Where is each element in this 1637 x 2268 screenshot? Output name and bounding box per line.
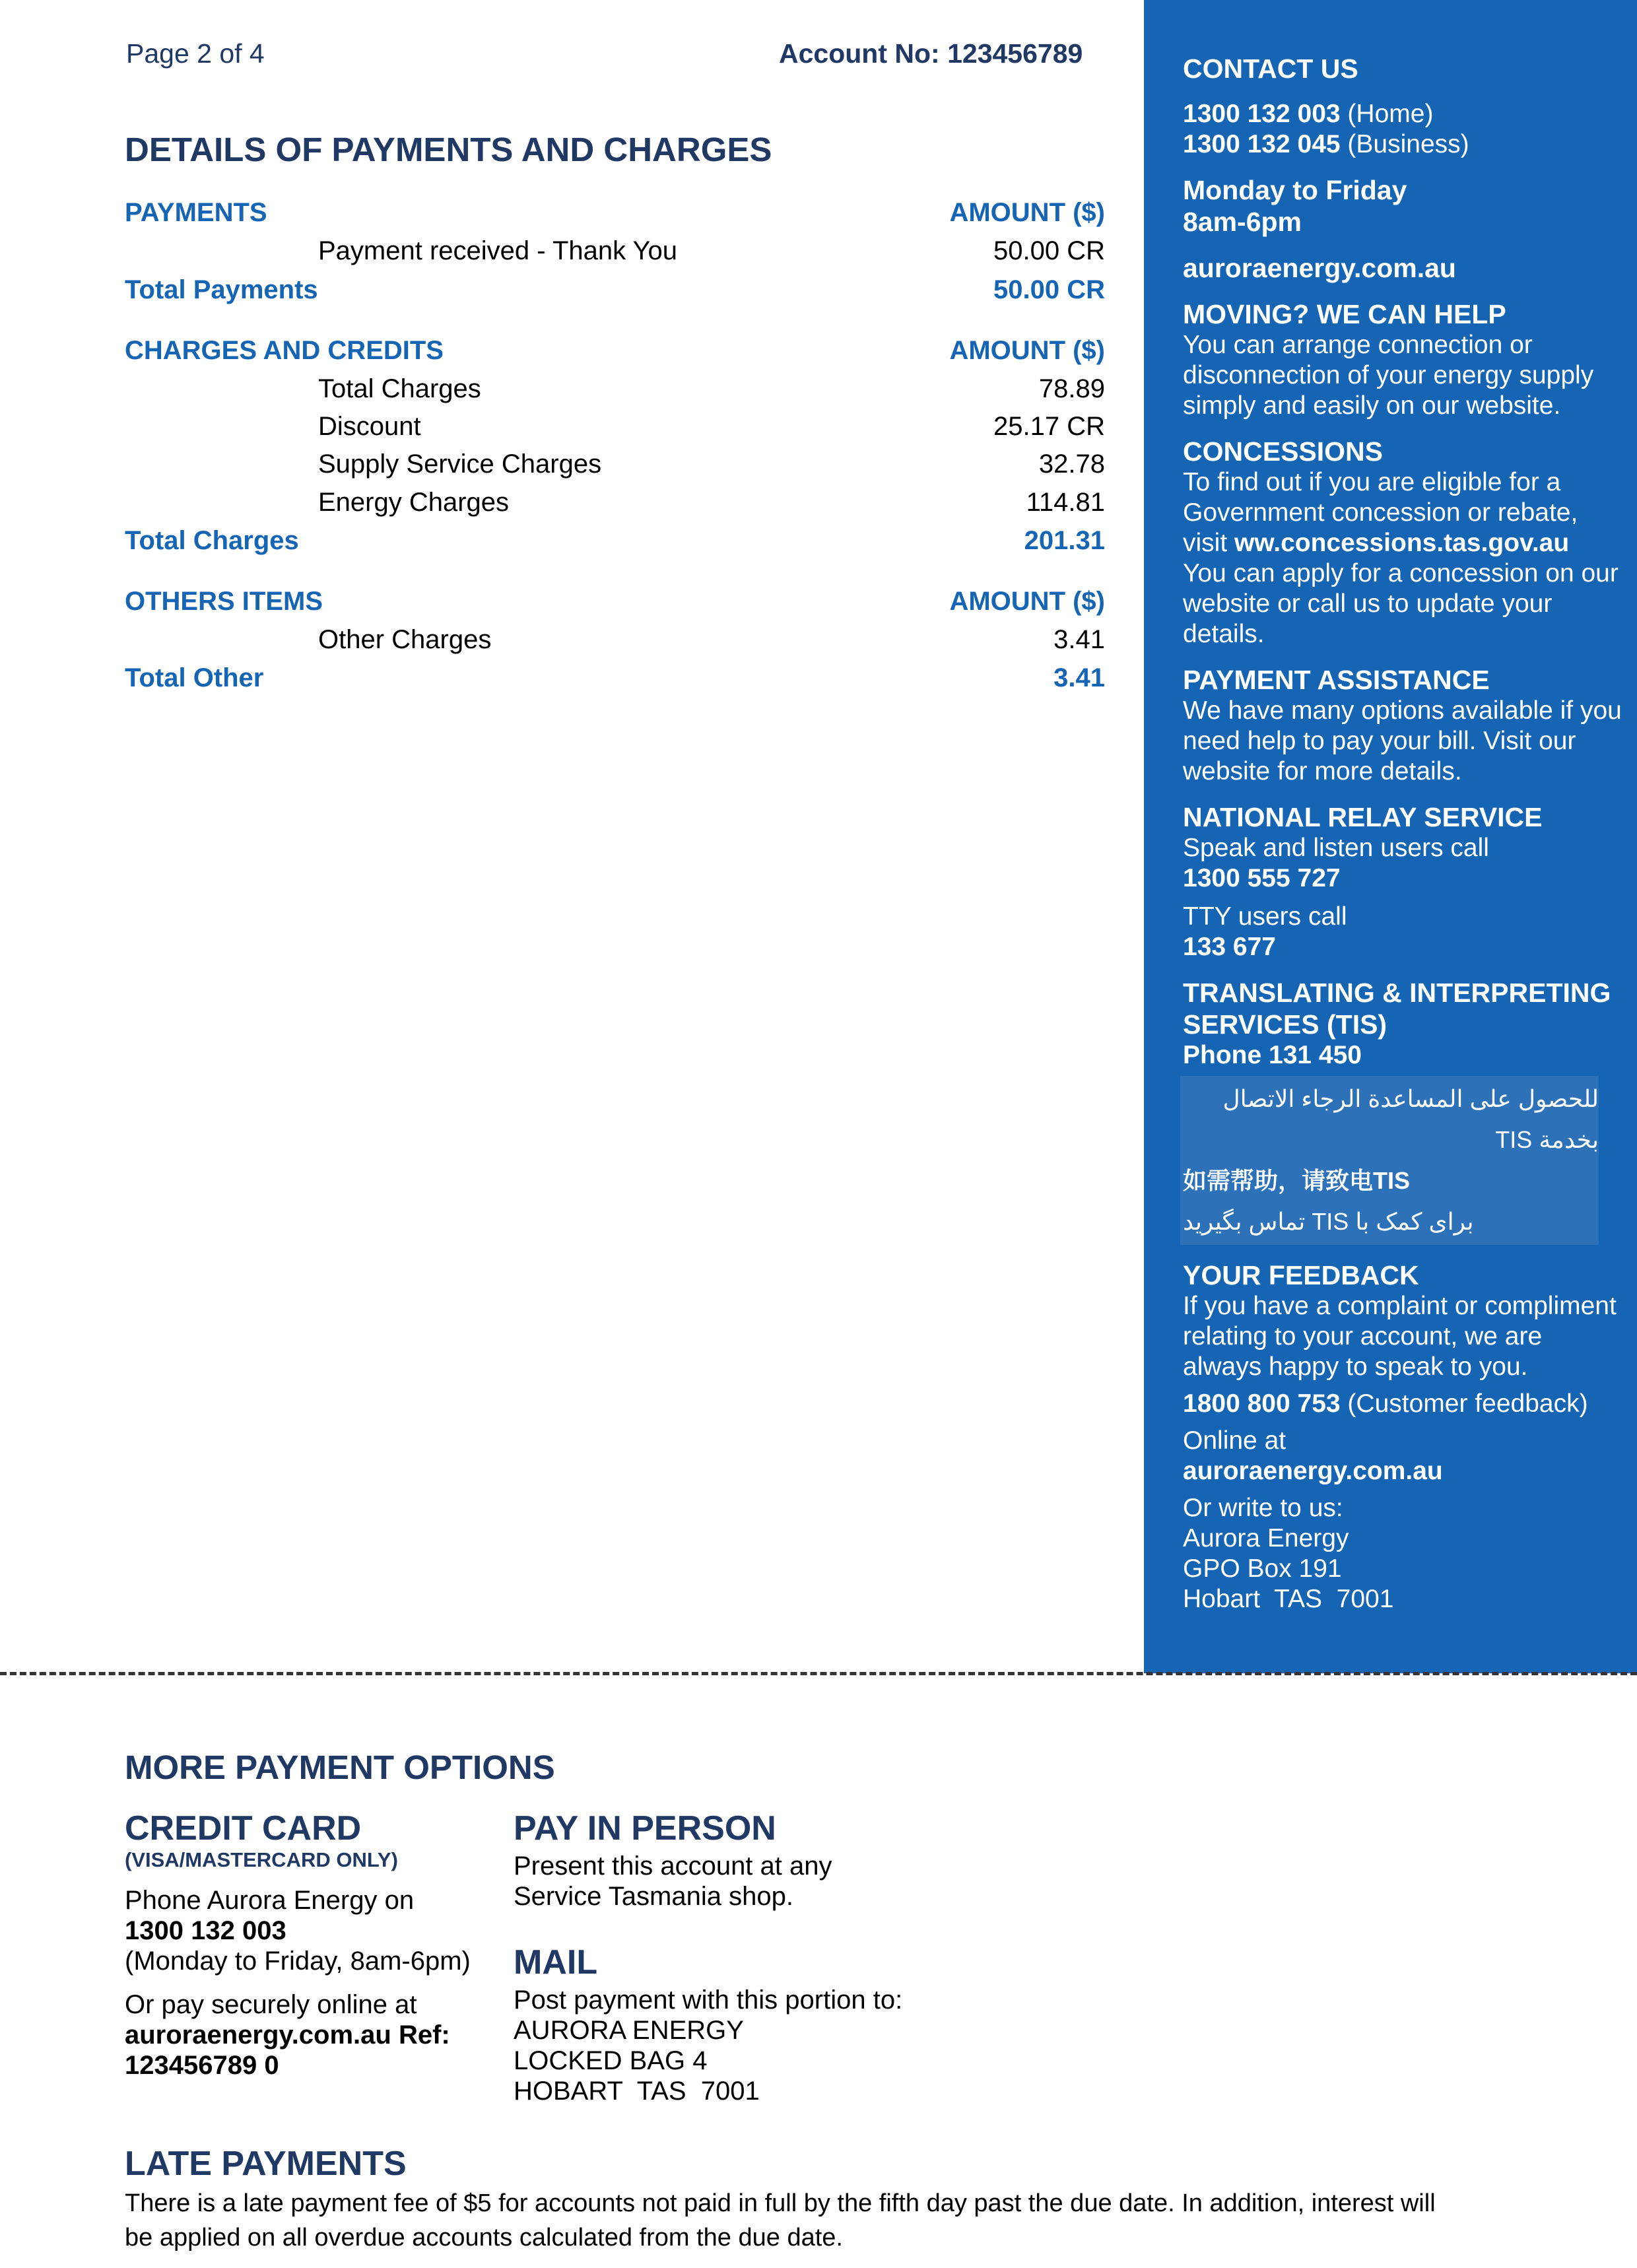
payments-total-row <box>125 275 1105 312</box>
concessions-section <box>1183 436 1624 650</box>
home-label: (Home) <box>1347 100 1434 128</box>
line-item-amount: 78.89 <box>1038 374 1105 403</box>
business-label: (Business) <box>1347 130 1469 158</box>
payments-header-row <box>125 198 1105 235</box>
contact-sidebar <box>1144 0 1637 1673</box>
total-label: Total Other <box>125 663 264 692</box>
in-person-line: Service Tasmania shop. <box>514 1882 793 1911</box>
feedback-section <box>1183 1259 1624 1615</box>
amount-heading: AMOUNT ($) <box>949 198 1105 227</box>
moving-text: You can arrange connection or disconnection of your energy supply simply and easily on our website. <box>1183 331 1594 420</box>
online-label: Online at <box>1183 1426 1286 1455</box>
table-row <box>125 412 1105 449</box>
mail-heading: MAIL <box>514 1943 598 1982</box>
cc-ref-number: 123456789 0 <box>125 2051 279 2080</box>
line-item-label: Supply Service Charges <box>318 450 602 479</box>
write-label: Or write to us: <box>1183 1494 1343 1522</box>
relay-speak-text: Speak and listen users call <box>1183 834 1489 862</box>
assistance-section <box>1183 664 1624 787</box>
tis-phone[interactable]: Phone 131 450 <box>1183 1041 1362 1069</box>
feedback-phone-label: (Customer feedback) <box>1347 1389 1588 1418</box>
cc-online-text: Or pay securely online at <box>125 1990 417 2019</box>
late-payments-heading: LATE PAYMENTS <box>125 2145 407 2183</box>
hours-days: Monday to Friday <box>1183 175 1407 205</box>
line-item-label: Payment received - Thank You <box>318 236 678 265</box>
hours <box>1183 174 1624 238</box>
relay-tty-text: TTY users call <box>1183 902 1347 931</box>
total-amount: 50.00 CR <box>993 275 1105 304</box>
cc-hours: (Monday to Friday, 8am-6pm) <box>125 1947 471 1976</box>
assistance-heading: PAYMENT ASSISTANCE <box>1183 665 1490 695</box>
line-item-label: Energy Charges <box>318 488 510 517</box>
feedback-phone[interactable]: 1800 800 753 <box>1183 1389 1341 1418</box>
moving-section <box>1183 298 1624 421</box>
contact-section <box>1183 53 1624 160</box>
tear-off-line <box>0 1672 1637 1675</box>
late-payments-text: There is a late payment fee of $5 for accounts not paid in full by the fifth day past the due date. In addition, interest will be applied on all overdue accounts calculated from the due date. <box>125 2189 1436 2251</box>
business-phone[interactable]: 1300 132 045 <box>1183 130 1341 158</box>
credit-card-subheading: (VISA/MASTERCARD ONLY) <box>125 1848 398 1871</box>
concessions-heading: CONCESSIONS <box>1183 436 1383 467</box>
mail-line: LOCKED BAG 4 <box>514 2046 708 2075</box>
table-row <box>125 625 1105 662</box>
online-site-link[interactable]: auroraenergy.com.au <box>1183 1457 1443 1485</box>
tis-languages <box>1180 1076 1599 1245</box>
others-header-row <box>125 587 1105 624</box>
credit-card-section <box>125 1810 494 2081</box>
table-row <box>125 236 1105 273</box>
account-number: Account No: 123456789 <box>779 38 1083 69</box>
page-number: Page 2 of 4 <box>126 38 265 69</box>
line-item-label: Discount <box>318 412 421 441</box>
line-item-amount: 25.17 CR <box>993 412 1105 441</box>
pay-in-person-heading: PAY IN PERSON <box>514 1809 776 1848</box>
concessions-link[interactable]: ww.concessions.tas.gov.au <box>1234 529 1570 557</box>
relay-tty-phone[interactable]: 133 677 <box>1183 933 1276 961</box>
home-phone[interactable]: 1300 132 003 <box>1183 100 1341 128</box>
address-line: GPO Box 191 <box>1183 1554 1342 1583</box>
feedback-text: If you have a complaint or compliment relating to your account, we are always happy to speak to you. <box>1183 1292 1617 1381</box>
amount-heading: AMOUNT ($) <box>949 587 1105 616</box>
mail-line: HOBART TAS 7001 <box>514 2077 760 2106</box>
total-amount: 3.41 <box>1053 663 1105 692</box>
charges-total-row <box>125 526 1105 563</box>
mail-section <box>514 1944 976 2106</box>
concessions-text-2: You can apply for a concession on our website or call us to update your details. <box>1183 559 1619 648</box>
details-title: DETAILS OF PAYMENTS AND CHARGES <box>125 131 772 168</box>
mail-line: AURORA ENERGY <box>514 2016 744 2045</box>
amount-heading: AMOUNT ($) <box>949 336 1105 365</box>
charges-heading: CHARGES AND CREDITS <box>125 336 444 365</box>
tis-arabic: للحصول على المساعدة الرجاء الاتصال بخدمة TIS <box>1222 1085 1599 1153</box>
credit-card-heading: CREDIT CARD <box>125 1809 362 1848</box>
assistance-text: We have many options available if you need help to pay your bill. Visit our website for more details. <box>1183 696 1622 785</box>
total-amount: 201.31 <box>1024 526 1105 555</box>
table-row <box>125 450 1105 486</box>
others-total-row <box>125 663 1105 700</box>
hours-time: 8am-6pm <box>1183 207 1302 237</box>
relay-speak-phone[interactable]: 1300 555 727 <box>1183 864 1341 892</box>
relay-heading: NATIONAL RELAY SERVICE <box>1183 802 1543 832</box>
charges-header-row <box>125 336 1105 373</box>
line-item-amount: 3.41 <box>1053 625 1105 654</box>
address-line: Aurora Energy <box>1183 1524 1349 1552</box>
tis-chinese: 如需帮助，请致电TIS <box>1183 1167 1411 1194</box>
pay-in-person-section <box>514 1810 976 1912</box>
payments-heading: PAYMENTS <box>125 198 267 227</box>
relay-section <box>1183 801 1624 962</box>
table-row <box>125 374 1105 411</box>
others-heading: OTHERS ITEMS <box>125 587 323 616</box>
line-item-amount: 32.78 <box>1038 450 1105 479</box>
cc-phone[interactable]: 1300 132 003 <box>125 1916 286 1945</box>
line-item-amount: 50.00 CR <box>993 236 1105 265</box>
mail-line: Post payment with this portion to: <box>514 1985 903 2015</box>
total-label: Total Payments <box>125 275 318 304</box>
more-options-title: MORE PAYMENT OPTIONS <box>125 1749 555 1786</box>
contact-heading: CONTACT US <box>1183 53 1358 84</box>
line-item-amount: 114.81 <box>1026 488 1105 517</box>
late-payments-section <box>125 2145 1511 2255</box>
tis-section <box>1183 977 1624 1245</box>
concessions-text: To find out if you are eligible for a Government concession or rebate, visit <box>1183 468 1578 557</box>
feedback-heading: YOUR FEEDBACK <box>1183 1260 1419 1290</box>
tis-heading: TRANSLATING & INTERPRETING SERVICES (TIS) <box>1183 978 1611 1040</box>
website-link[interactable]: auroraenergy.com.au <box>1183 253 1456 283</box>
line-item-label: Total Charges <box>318 374 481 403</box>
address-line: Hobart TAS 7001 <box>1183 1585 1394 1613</box>
cc-phone-text: Phone Aurora Energy on <box>125 1886 415 1915</box>
table-row <box>125 488 1105 525</box>
total-label: Total Charges <box>125 526 299 555</box>
cc-online-ref[interactable]: auroraenergy.com.au Ref: <box>125 2020 450 2050</box>
in-person-line: Present this account at any <box>514 1851 832 1881</box>
tis-persian: برای کمک با TIS تماس بگیرید <box>1183 1208 1474 1235</box>
moving-heading: MOVING? WE CAN HELP <box>1183 299 1506 329</box>
line-item-label: Other Charges <box>318 625 492 654</box>
